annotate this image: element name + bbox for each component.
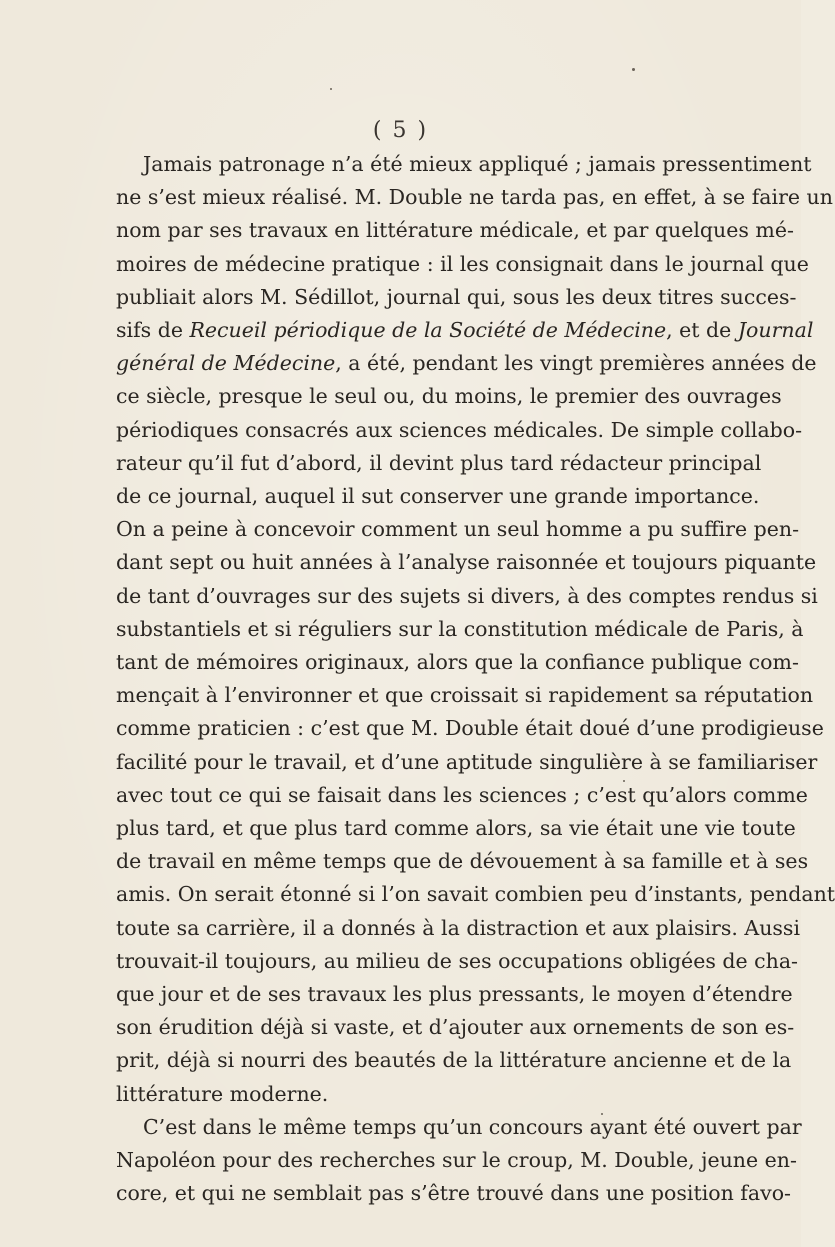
text-line: Napoléon pour des recherches sur le croup, M. Double, jeune en- [116,1148,797,1173]
paper-speck [623,780,625,782]
paper-speck [330,88,332,90]
text-line: littérature moderne. [116,1081,329,1106]
text-line: toute sa carrière, il a donnés à la distraction et aux plaisirs. Aussi [116,915,800,940]
text-line: On a peine à concevoir comment un seul homme a pu suffire pen- [116,517,800,542]
text-run: sifs de [116,318,190,343]
text-line: rateur qu’il fut d’abord, il devint plus tard rédacteur principal [116,450,762,475]
journal-title-general: général de Médecine [116,351,336,376]
text-run: , et de [666,318,738,343]
text-line: core, et qui ne semblait pas s’être trouvé dans une position favo- [116,1181,791,1206]
text-line: que jour et de ses travaux les plus pressants, le moyen d’étendre [116,982,793,1007]
text-line: amis. On serait étonné si l’on savait combien peu d’instants, pendant [116,882,835,907]
text-line: plus tard, et que plus tard comme alors, sa vie était une vie toute [116,816,796,841]
journal-title-journal: Journal [737,318,814,343]
text-line: nom par ses travaux en littérature médicale, et par quelques mé- [116,218,794,243]
text-line: de tant d’ouvrages sur des sujets si divers, à des comptes rendus si [116,583,818,608]
journal-title-recueil: Recueil périodique de la Société de Médecine [189,318,667,343]
text-line-with-italics [116,314,814,347]
paper-speck [601,1113,603,1115]
page-number: ( 5 ) [372,118,429,143]
text-line: dant sept ou huit années à l’analyse raisonnée et toujours piquante [116,550,817,575]
text-line: substantiels et si réguliers sur la constitution médicale de Paris, à [116,616,804,641]
text-line: trouvait-il toujours, au milieu de ses occupations obligées de cha- [116,948,798,973]
text-line: de travail en même temps que de dévouement à sa famille et à ses [116,849,809,874]
text-line: périodiques consacrés aux sciences médicales. De simple collabo- [116,417,803,442]
body-text [116,148,835,1211]
text-line: son érudition déjà si vaste, et d’ajouter aux ornements de son es- [116,1015,795,1040]
text-line-with-italics [116,347,817,380]
text-line: mençait à l’environner et que croissait si rapidement sa réputation [116,683,814,708]
text-line: C’est dans le même temps qu’un concours ayant été ouvert par [143,1114,802,1139]
text-line: Jamais patronage n’a été mieux appliqué ; jamais pressentiment [143,152,812,176]
text-line: ne s’est mieux réalisé. M. Double ne tarda pas, en effet, à se faire un [116,185,833,210]
text-line: tant de mémoires originaux, alors que la confiance publique com- [116,650,799,675]
paper-speck [632,68,635,71]
text-line: moires de médecine pratique : il les consignait dans le journal que [116,251,809,276]
text-line: comme praticien : c’est que M. Double était doué d’une prodigieuse [116,716,824,741]
text-line: publiait alors M. Sédillot, journal qui, sous les deux titres succes- [116,284,797,309]
text-line: avec tout ce qui se faisait dans les sciences ; c’est qu’alors comme [116,782,808,807]
text-line: ce siècle, presque le seul ou, du moins, le premier des ouvrages [116,384,782,409]
text-run: , a été, pendant les vingt premières années de [335,351,817,376]
text-line: facilité pour le travail, et d’une aptitude singulière à se familiariser [116,749,818,774]
text-line: prit, déjà si nourri des beautés de la littérature ancienne et de la [116,1048,792,1073]
text-line: de ce journal, auquel il sut conserver une grande importance. [116,484,760,509]
